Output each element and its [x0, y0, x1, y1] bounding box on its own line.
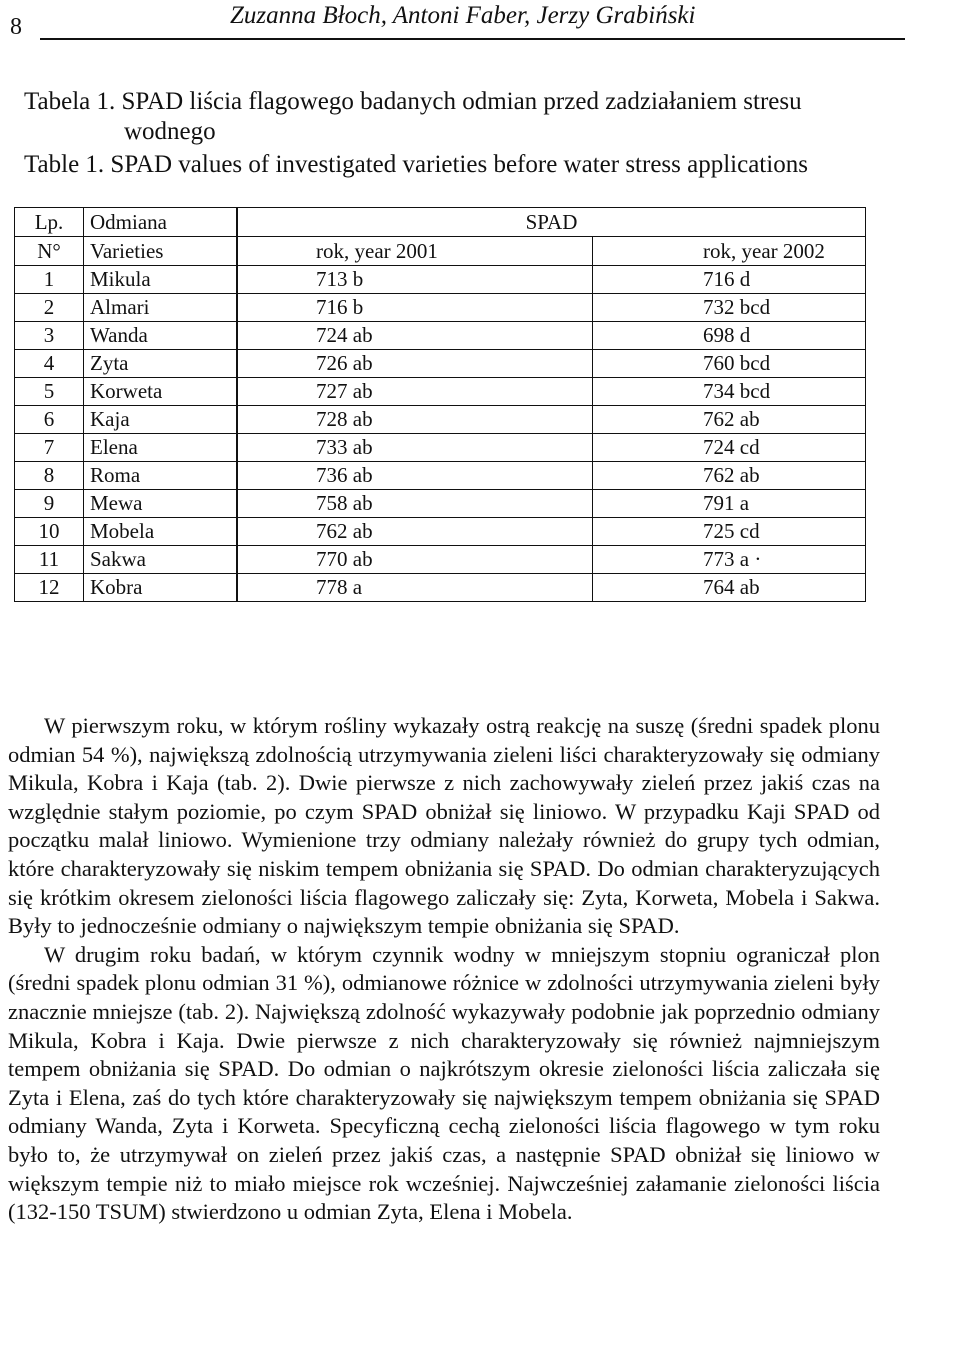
row-spad-2002: 732 bcd [593, 294, 866, 322]
header-variety-pl: Odmiana [84, 208, 238, 237]
row-variety: Kaja [84, 406, 238, 434]
header-rule [40, 38, 905, 40]
row-variety: Korweta [84, 378, 238, 406]
row-number: 10 [15, 518, 84, 546]
table-row [15, 546, 866, 574]
page-number: 8 [10, 14, 22, 40]
page-header [0, 0, 960, 48]
table-row [15, 406, 866, 434]
row-spad-2002: 762 ab [593, 406, 866, 434]
row-number: 5 [15, 378, 84, 406]
row-number: 3 [15, 322, 84, 350]
row-number: 1 [15, 266, 84, 294]
row-variety: Roma [84, 462, 238, 490]
table-row [15, 518, 866, 546]
row-spad-2002: 764 ab [593, 574, 866, 602]
row-variety: Sakwa [84, 546, 238, 574]
row-number: 4 [15, 350, 84, 378]
row-spad-2001: 726 ab [237, 350, 593, 378]
header-year-2002: rok, year 2002 [593, 237, 866, 266]
body-text [8, 712, 880, 1227]
row-spad-2001: 724 ab [237, 322, 593, 350]
row-number: 8 [15, 462, 84, 490]
table-row [15, 434, 866, 462]
row-spad-2001: 736 ab [237, 462, 593, 490]
running-head-authors: Zuzanna Błoch, Antoni Faber, Jerzy Grabiński [230, 2, 696, 29]
header-spad: SPAD [237, 208, 866, 237]
header-lp: Lp. [15, 208, 84, 237]
table-caption-pl: Tabela 1. SPAD liścia flagowego badanych odmian przed zadziałaniem stresu [24, 88, 802, 115]
row-number: 9 [15, 490, 84, 518]
table-row [15, 490, 866, 518]
row-spad-2001: 758 ab [237, 490, 593, 518]
row-spad-2001: 727 ab [237, 378, 593, 406]
row-spad-2001: 728 ab [237, 406, 593, 434]
row-variety: Zyta [84, 350, 238, 378]
row-variety: Mobela [84, 518, 238, 546]
row-spad-2001: 733 ab [237, 434, 593, 462]
row-number: 12 [15, 574, 84, 602]
table-row [15, 574, 866, 602]
table-row [15, 378, 866, 406]
row-variety: Wanda [84, 322, 238, 350]
row-spad-2002: 698 d [593, 322, 866, 350]
row-spad-2001: 770 ab [237, 546, 593, 574]
paragraph-1: W pierwszym roku, w którym rośliny wykazały ostrą reakcję na suszę (średni spadek plonu odmian 54 %), największą zdolnością utrzymywania zieleni liści charakteryzowały się odmiany Mikula, Kobra i Kaja (tab. 2). Dwie pierwsze z nich zachowywały zieleń przez jakiś czas na względnie stałym poziomie, po czym SPAD obniżał się liniowo. W przypadku Kaji SPAD od początku malał liniowo. Wymienione trzy odmiany należały również do grupy tych odmian, które charakteryzowały się niskim tempem obniżania się SPAD. Do odmian charakteryzujących się krótkim okresem zieloności liścia flagowego zaliczały się: Zyta, Korweta, Mobela i Sakwa. Były to jednocześnie odmiany o największym tempie obniżania się SPAD. [8, 713, 880, 939]
row-variety: Mikula [84, 266, 238, 294]
row-spad-2002: 725 cd [593, 518, 866, 546]
row-spad-2001: 778 a [237, 574, 593, 602]
row-spad-2002: 762 ab [593, 462, 866, 490]
table-caption-pl-continued: wodnego [124, 118, 216, 145]
spad-table [14, 207, 866, 602]
row-spad-2002: 773 a · [593, 546, 866, 574]
row-spad-2002: 716 d [593, 266, 866, 294]
header-variety-en: Varieties [84, 237, 238, 266]
table-header-row-2 [15, 237, 866, 266]
row-spad-2002: 734 bcd [593, 378, 866, 406]
table-row [15, 294, 866, 322]
header-year-2001: rok, year 2001 [237, 237, 593, 266]
row-number: 11 [15, 546, 84, 574]
row-variety: Elena [84, 434, 238, 462]
row-variety: Almari [84, 294, 238, 322]
row-spad-2001: 713 b [237, 266, 593, 294]
row-number: 7 [15, 434, 84, 462]
row-spad-2002: 724 cd [593, 434, 866, 462]
row-variety: Kobra [84, 574, 238, 602]
row-spad-2001: 762 ab [237, 518, 593, 546]
table-row [15, 322, 866, 350]
row-number: 2 [15, 294, 84, 322]
paragraph-2: W drugim roku badań, w którym czynnik wodny w mniejszym stopniu ograniczał plon (średni spadek plonu odmian 31 %), odmianowe różnice w zdolności utrzymywania zieleni były znacznie mniejsze (tab. 2). Największą zdolność wykazywały podobnie jak poprzednio odmiany Mikula, Kobra i Kaja. Dwie pierwsze z nich charakteryzowały się również najmniejszym tempem obniżania się SPAD. Do odmian o najkrótszym okresie zieloności liścia zaliczała się Zyta i Elena, zaś do tych które charakteryzowały się największym tempem obniżania się SPAD odmiany Wanda, Zyta i Korweta. Specyficzną cechą zieloności liścia flagowego w tym roku było to, że utrzymywał on zieleń przez jakiś czas, a następnie SPAD obniżał się liniowo w większym tempie niż to miało miejsce rok wcześniej. Najwcześniej załamanie zieloności liścia (132-150 TSUM) stwierdzono u odmian Zyta, Elena i Mobela. [8, 941, 880, 1225]
table-row [15, 462, 866, 490]
row-variety: Mewa [84, 490, 238, 518]
table-caption-en: Table 1. SPAD values of investigated varieties before water stress applications [24, 151, 808, 178]
table-row [15, 266, 866, 294]
header-no: N° [15, 237, 84, 266]
row-number: 6 [15, 406, 84, 434]
table-header-row-1 [15, 208, 866, 237]
row-spad-2002: 760 bcd [593, 350, 866, 378]
row-spad-2001: 716 b [237, 294, 593, 322]
table-row [15, 350, 866, 378]
row-spad-2002: 791 a [593, 490, 866, 518]
